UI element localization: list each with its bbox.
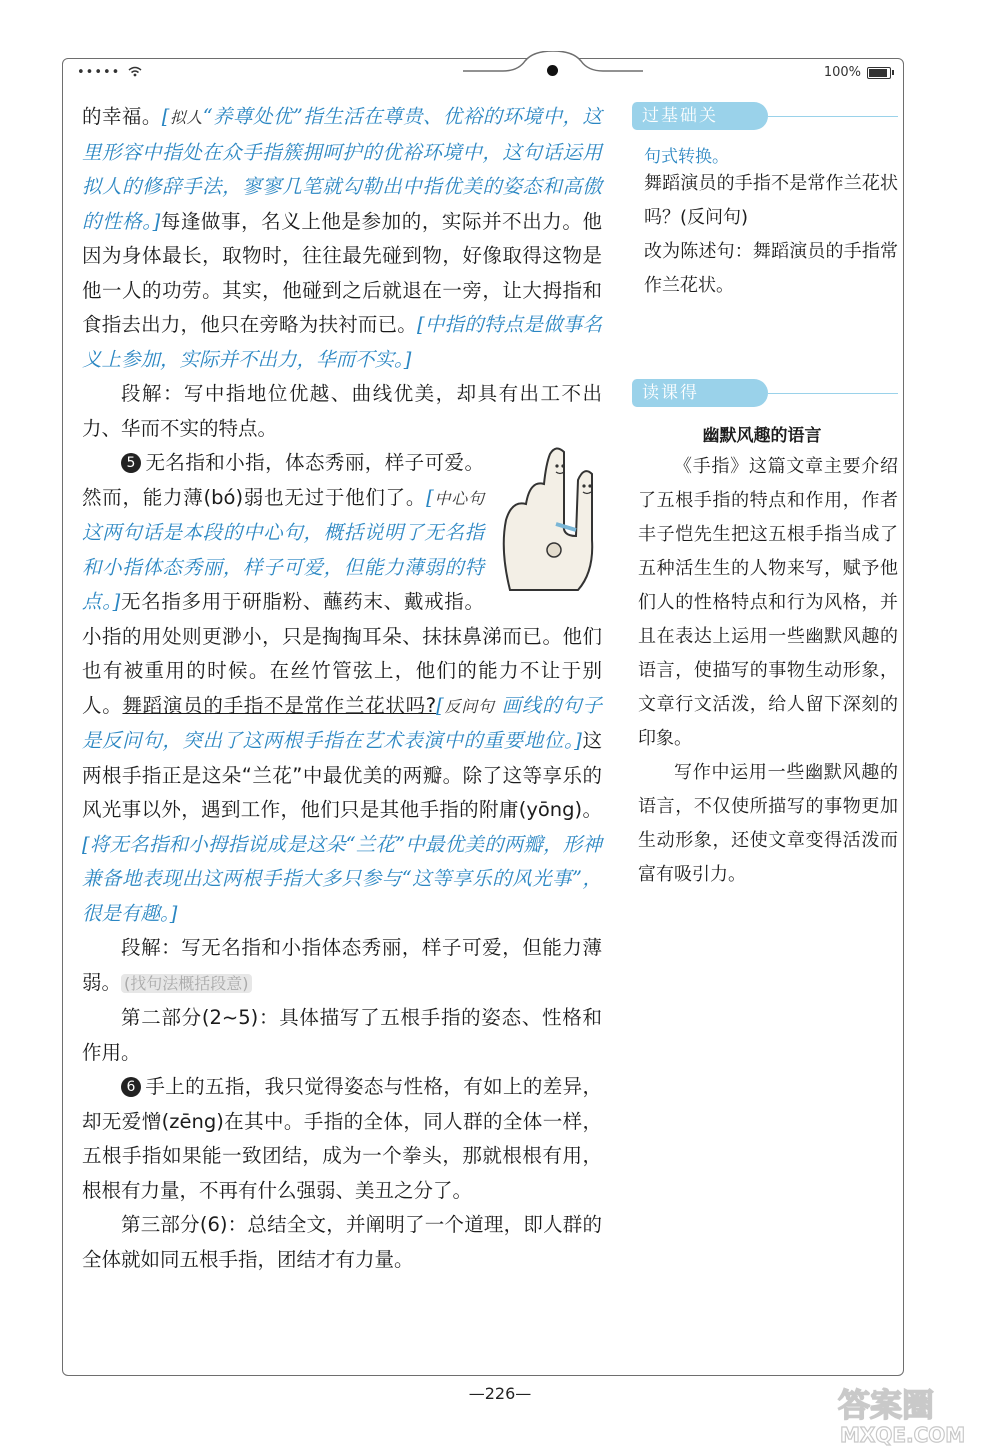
annotation-orchid: [将无名指和小拇指说成是这朵“兰花”中最优美的两瓣，形神兼备地表现出这两根手指大多只参与“这等享乐的风光事”，很是有趣。] — [82, 832, 602, 925]
battery-status — [824, 65, 891, 80]
side-paragraph-1: 《手指》这篇文章主要介绍了五根手指的特点和作用，作者丰子恺先生把这五根手指当成了五种活生生的人物来写，赋予他们人的性格特点和行为风格，并且在表达上运用一些幽默风趣的语言，使描写的事物生动形象，文章行文活泼，给人留下深刻的印象。 — [638, 456, 898, 749]
paragraph-4-end — [82, 100, 602, 377]
svg-text:MXQE.COM: MXQE.COM — [840, 1423, 966, 1447]
svg-text:答案圈: 答案圈 — [838, 1386, 935, 1424]
battery-icon — [867, 67, 891, 79]
banner-label: 读课得 — [642, 383, 699, 403]
banner-label: 过基础关 — [642, 106, 718, 126]
banner-line — [768, 116, 898, 117]
wifi-icon — [128, 66, 142, 77]
signal-dots: ••••• — [77, 65, 121, 80]
watermark-logo — [834, 1380, 996, 1448]
text-p5-c: 这两根手指正是这朵“兰花”中最优美的两瓣。除了这等享乐的风光事以外，遇到工作，他们只是其他手指的附庸(yōng)。 — [82, 729, 602, 821]
note-text: 画线的句子是反问句，突出了这两根手指在艺术表演中的重要地位。 — [82, 693, 602, 752]
annotation-rhetorical: [反问句 画线的句子是反问句，突出了这两根手指在艺术表演中的重要地位。] — [82, 693, 602, 752]
note-text: “养尊处优”指生活在尊贵、优裕的环境中，这里形容中指处在众手指簇拥呵护的优裕环境中，这句话运用拟人的修辞手法，寥寥几笔就勾勒出中指优美的姿态和高傲的性格。 — [82, 105, 602, 233]
section-banner-basics — [632, 100, 898, 134]
tag-central-sentence: 中心句 — [433, 488, 484, 508]
note-text: 将无名指和小拇指说成是这朵“兰花”中最优美的两瓣，形神兼备地表现出这两根手指大多只参与“这等享乐的风光事”，很是有趣。 — [82, 832, 602, 925]
paragraph-number-badge: 5 — [121, 453, 141, 473]
tag-personification: 拟人 — [169, 108, 203, 127]
analysis-text: 段解：写无名指和小指体态秀丽，样子可爱，但能力薄弱。 — [82, 936, 602, 994]
text-p5-a: 无名指和小指，体态秀丽，样子可爱。然而，能力薄(bó)弱也无过于他们了。 — [82, 451, 484, 509]
part-two-summary: 第二部分(2~5)：具体描写了五根手指的姿态、性格和作用。 — [82, 1006, 602, 1064]
side-column — [626, 100, 898, 892]
camera-icon — [547, 65, 558, 76]
text-p6: 手上的五指，我只觉得姿态与性格，有如上的差异，却无爱憎(zēng)在其中。手指的全体，同人群的全体一样，五根手指如果能一致团结，成为一个拳头，那就根根有用，根根有力量，不再有什么强弱、美丑之分了。 — [82, 1075, 602, 1202]
exercise-title: 句式转换。 — [644, 147, 729, 167]
banner-line — [768, 393, 898, 394]
section-banner-reading — [632, 377, 898, 411]
annotation-central-sentence: [中心句 这两句话是本段的中心句，概括说明了无名指和小指体态秀丽，样子可爱，但能力薄弱的特点。] — [82, 485, 484, 613]
method-stamp: (找句法概括段意) — [121, 974, 252, 993]
text-p1-b: 每逢做事，名义上他是参加的，实际并不出力。他因为身体最长，取物时，往往最先碰到物，好像取得这物是他一人的功劳。其实，他碰到之后就退在一旁，让大拇指和食指去出力，他只在旁略为扶衬而已。 — [82, 209, 602, 336]
note-text: 中指的特点是做事名义上参加，实际并不出力，华而不实。 — [82, 313, 602, 371]
page-number: —226— — [468, 1384, 532, 1403]
annotation-middle-finger: [中指的特点是做事名义上参加，实际并不出力，华而不实。] — [82, 313, 602, 371]
status-bar — [63, 59, 903, 89]
banner-pill — [632, 102, 768, 130]
hand-illustration — [492, 440, 602, 600]
part-three-summary: 第三部分(6)：总结全文，并阐明了一个道理，即人群的全体就如同五根手指，团结才有力量。 — [82, 1213, 602, 1271]
paragraph-analysis-2 — [82, 931, 602, 1001]
exercise-question: 舞蹈演员的手指不是常作兰花状吗？(反问句) — [644, 173, 898, 228]
signal-indicator — [77, 65, 142, 80]
main-text-column — [82, 100, 602, 1277]
text-p5-b: 无名指多用于研脂粉、蘸药末、戴戒指。小指的用处则更渺小，只是掏掏耳朵、抹抹鼻涕而已。他们也有被重用的时候。在丝竹管弦上，他们的能力不让于别人。 — [82, 590, 602, 717]
paragraph-analysis-1: 段解：写中指地位优越、曲线优美，却具有出工不出力、华而不实的特点。 — [82, 382, 602, 440]
side-section-title: 幽默风趣的语言 — [702, 426, 822, 446]
side-paragraph-2: 写作中运用一些幽默风趣的语言，不仅使所描写的事物更加生动形象，还使文章变得活泼而富有吸引力。 — [638, 762, 898, 885]
tag-rhetorical: 反问句 — [443, 696, 495, 716]
annotation-personification: [拟人“养尊处优”指生活在尊贵、优裕的环境中，这里形容中指处在众手指簇拥呵护的优裕环境中，这句话运用拟人的修辞手法，寥寥几笔就勾勒出中指优美的姿态和高傲的性格。] — [82, 105, 602, 233]
paragraph-number-badge: 6 — [121, 1077, 141, 1097]
note-text: 这两句话是本段的中心句，概括说明了无名指和小指体态秀丽，样子可爱，但能力薄弱的特点。 — [82, 521, 484, 613]
paragraph-6 — [82, 1070, 602, 1208]
exercise-answer: 改为陈述句：舞蹈演员的手指常作兰花状。 — [644, 241, 898, 296]
banner-pill — [632, 379, 768, 407]
battery-text: 100% — [823, 65, 861, 80]
text-p1-a: 的幸福。 — [82, 105, 162, 128]
underlined-rhetorical-question: 舞蹈演员的手指不是常作兰花状吗? — [122, 693, 437, 717]
paragraph-5 — [82, 446, 602, 931]
